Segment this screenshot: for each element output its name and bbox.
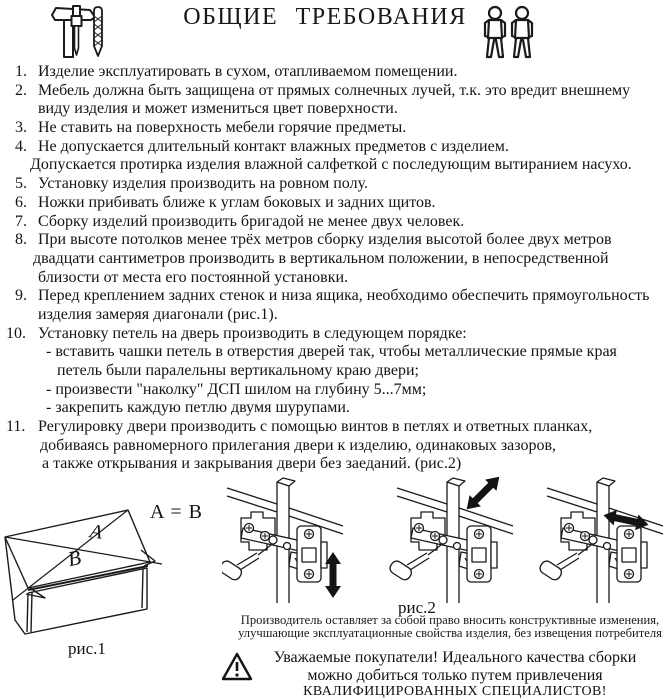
list-text: изделия замеряя диагонали (рис.1). xyxy=(38,305,278,323)
list-marker: 10. xyxy=(6,324,26,342)
list-line xyxy=(0,250,664,269)
person-icon xyxy=(512,7,532,57)
list-marker: 1. xyxy=(15,63,27,80)
list-text: Ножки прибивать ближе к углам боковых и задних щитов. xyxy=(38,193,436,211)
list-text: Не ставить на поверхность мебели горячие предметы. xyxy=(38,119,407,137)
list-line xyxy=(0,399,664,418)
list-text: виду изделия и может измениться цвет поверхности. xyxy=(38,100,398,118)
list-line xyxy=(0,231,664,250)
list-marker: 7. xyxy=(15,212,27,230)
diagonal-arrow-icon xyxy=(461,471,505,515)
list-text: Не допускается длительный контакт влажных предметов с изделием. xyxy=(38,137,509,155)
fig1-caption: рис.1 xyxy=(68,639,106,658)
fig1-diagonal-a-label: A xyxy=(88,520,104,544)
list-line xyxy=(0,306,664,325)
list-text: петель были паралельны вертикальному краю двери; xyxy=(57,362,419,379)
list-text: а также открывания и закрывания двери без заеданий. (рис.2) xyxy=(42,455,462,473)
hinge-fig-horizontal-adjust xyxy=(538,478,663,603)
list-text: Мебель должна быть защищена от прямых солнечных лучей, т.к. это вредит внешнему xyxy=(38,81,631,99)
list-text: добиваясь равномерного прилегания двери к изделию, одинаковых зазоров, xyxy=(40,436,557,454)
warning-line: КВАЛИФИЦИРОВАННЫХ СПЕЦИАЛИСТОВ! xyxy=(303,684,607,699)
hinge-fig-vertical-adjust xyxy=(222,478,343,603)
list-marker: 9. xyxy=(15,287,27,305)
hinge-fig-diagonal-adjust xyxy=(388,471,513,603)
list-line xyxy=(0,343,664,362)
list-text: Регулировку двери производить с помощью винтов в петлях и ответных планках, xyxy=(38,418,593,436)
list-text: Допускается протирка изделия влажной салфеткой с последующим вытиранием насухо. xyxy=(30,156,632,174)
list-line xyxy=(0,287,664,306)
list-line xyxy=(0,325,664,344)
list-marker: 11. xyxy=(6,418,26,436)
list-text: Установку изделия производить на ровном полу. xyxy=(38,175,368,193)
list-text: - закрепить каждую петлю двумя шурупами. xyxy=(46,399,350,417)
list-line xyxy=(0,119,664,138)
list-marker: 8. xyxy=(15,231,27,249)
list-line xyxy=(0,175,664,194)
list-line xyxy=(0,418,664,437)
list-line xyxy=(0,269,664,288)
list-text: Перед креплением задних стенок и низа ящика, необходимо обеспечить прямоугольность xyxy=(38,287,650,305)
list-line xyxy=(0,194,664,213)
note-line: Производитель оставляет за собой право вносить конструктивные изменения, xyxy=(240,613,660,627)
list-text: Установку петель на дверь производить в следующем порядке: xyxy=(38,324,467,342)
fig1-diagonal-b-label: B xyxy=(65,544,84,572)
list-marker: 4. xyxy=(15,137,27,155)
list-marker: 3. xyxy=(15,119,27,137)
requirements-list xyxy=(0,63,664,474)
person-icon xyxy=(485,7,505,57)
warning-line: Уважаемые покупатели! Идеального качества сборки xyxy=(273,649,637,666)
fig2-caption: рис.2 xyxy=(398,598,436,617)
list-line xyxy=(0,362,664,381)
list-text: близости от места его постоянной установки. xyxy=(38,268,349,286)
list-line xyxy=(0,63,664,82)
list-line xyxy=(0,156,664,175)
page-title: ОБЩИЕ ТРЕБОВАНИЯ xyxy=(183,4,467,30)
fig1-equality-label: A = B xyxy=(150,501,203,523)
list-line xyxy=(0,437,664,456)
hinge-adjustment-diagram xyxy=(222,468,664,616)
list-text: При высоте потолков менее трёх метров сборку изделия высотой более двух метров xyxy=(38,231,612,249)
list-marker: 6. xyxy=(15,193,27,211)
list-marker: 2. xyxy=(15,81,27,99)
manufacturer-note xyxy=(236,614,664,641)
list-text: Сборку изделий производить бригадой не менее двух человек. xyxy=(38,212,465,230)
customer-warning xyxy=(252,649,658,700)
two-persons-icon xyxy=(481,4,561,64)
list-line xyxy=(0,381,664,400)
list-text: Изделие эксплуатировать в сухом, отапливаемом помещении. xyxy=(38,63,458,80)
list-line xyxy=(0,100,664,119)
list-marker: 5. xyxy=(15,175,27,193)
list-line xyxy=(0,213,664,232)
list-text: двадцати сантиметров производить в вертикальном положении, в непосредственной xyxy=(33,249,609,267)
list-text: - произвести "наколку" ДСП шилом на глубину 5...7мм; xyxy=(46,380,427,398)
warning-triangle-icon xyxy=(221,652,253,682)
list-line xyxy=(0,82,664,101)
list-text: - вставить чашки петель в отверстия дверей так, чтобы металлические прямые края xyxy=(46,343,617,361)
list-line xyxy=(0,138,664,157)
note-line: улучшающие эксплуатационные свойства изделия, без извещения потребителя xyxy=(238,626,662,641)
warning-line: можно добиться только путем привлечения xyxy=(307,666,603,684)
